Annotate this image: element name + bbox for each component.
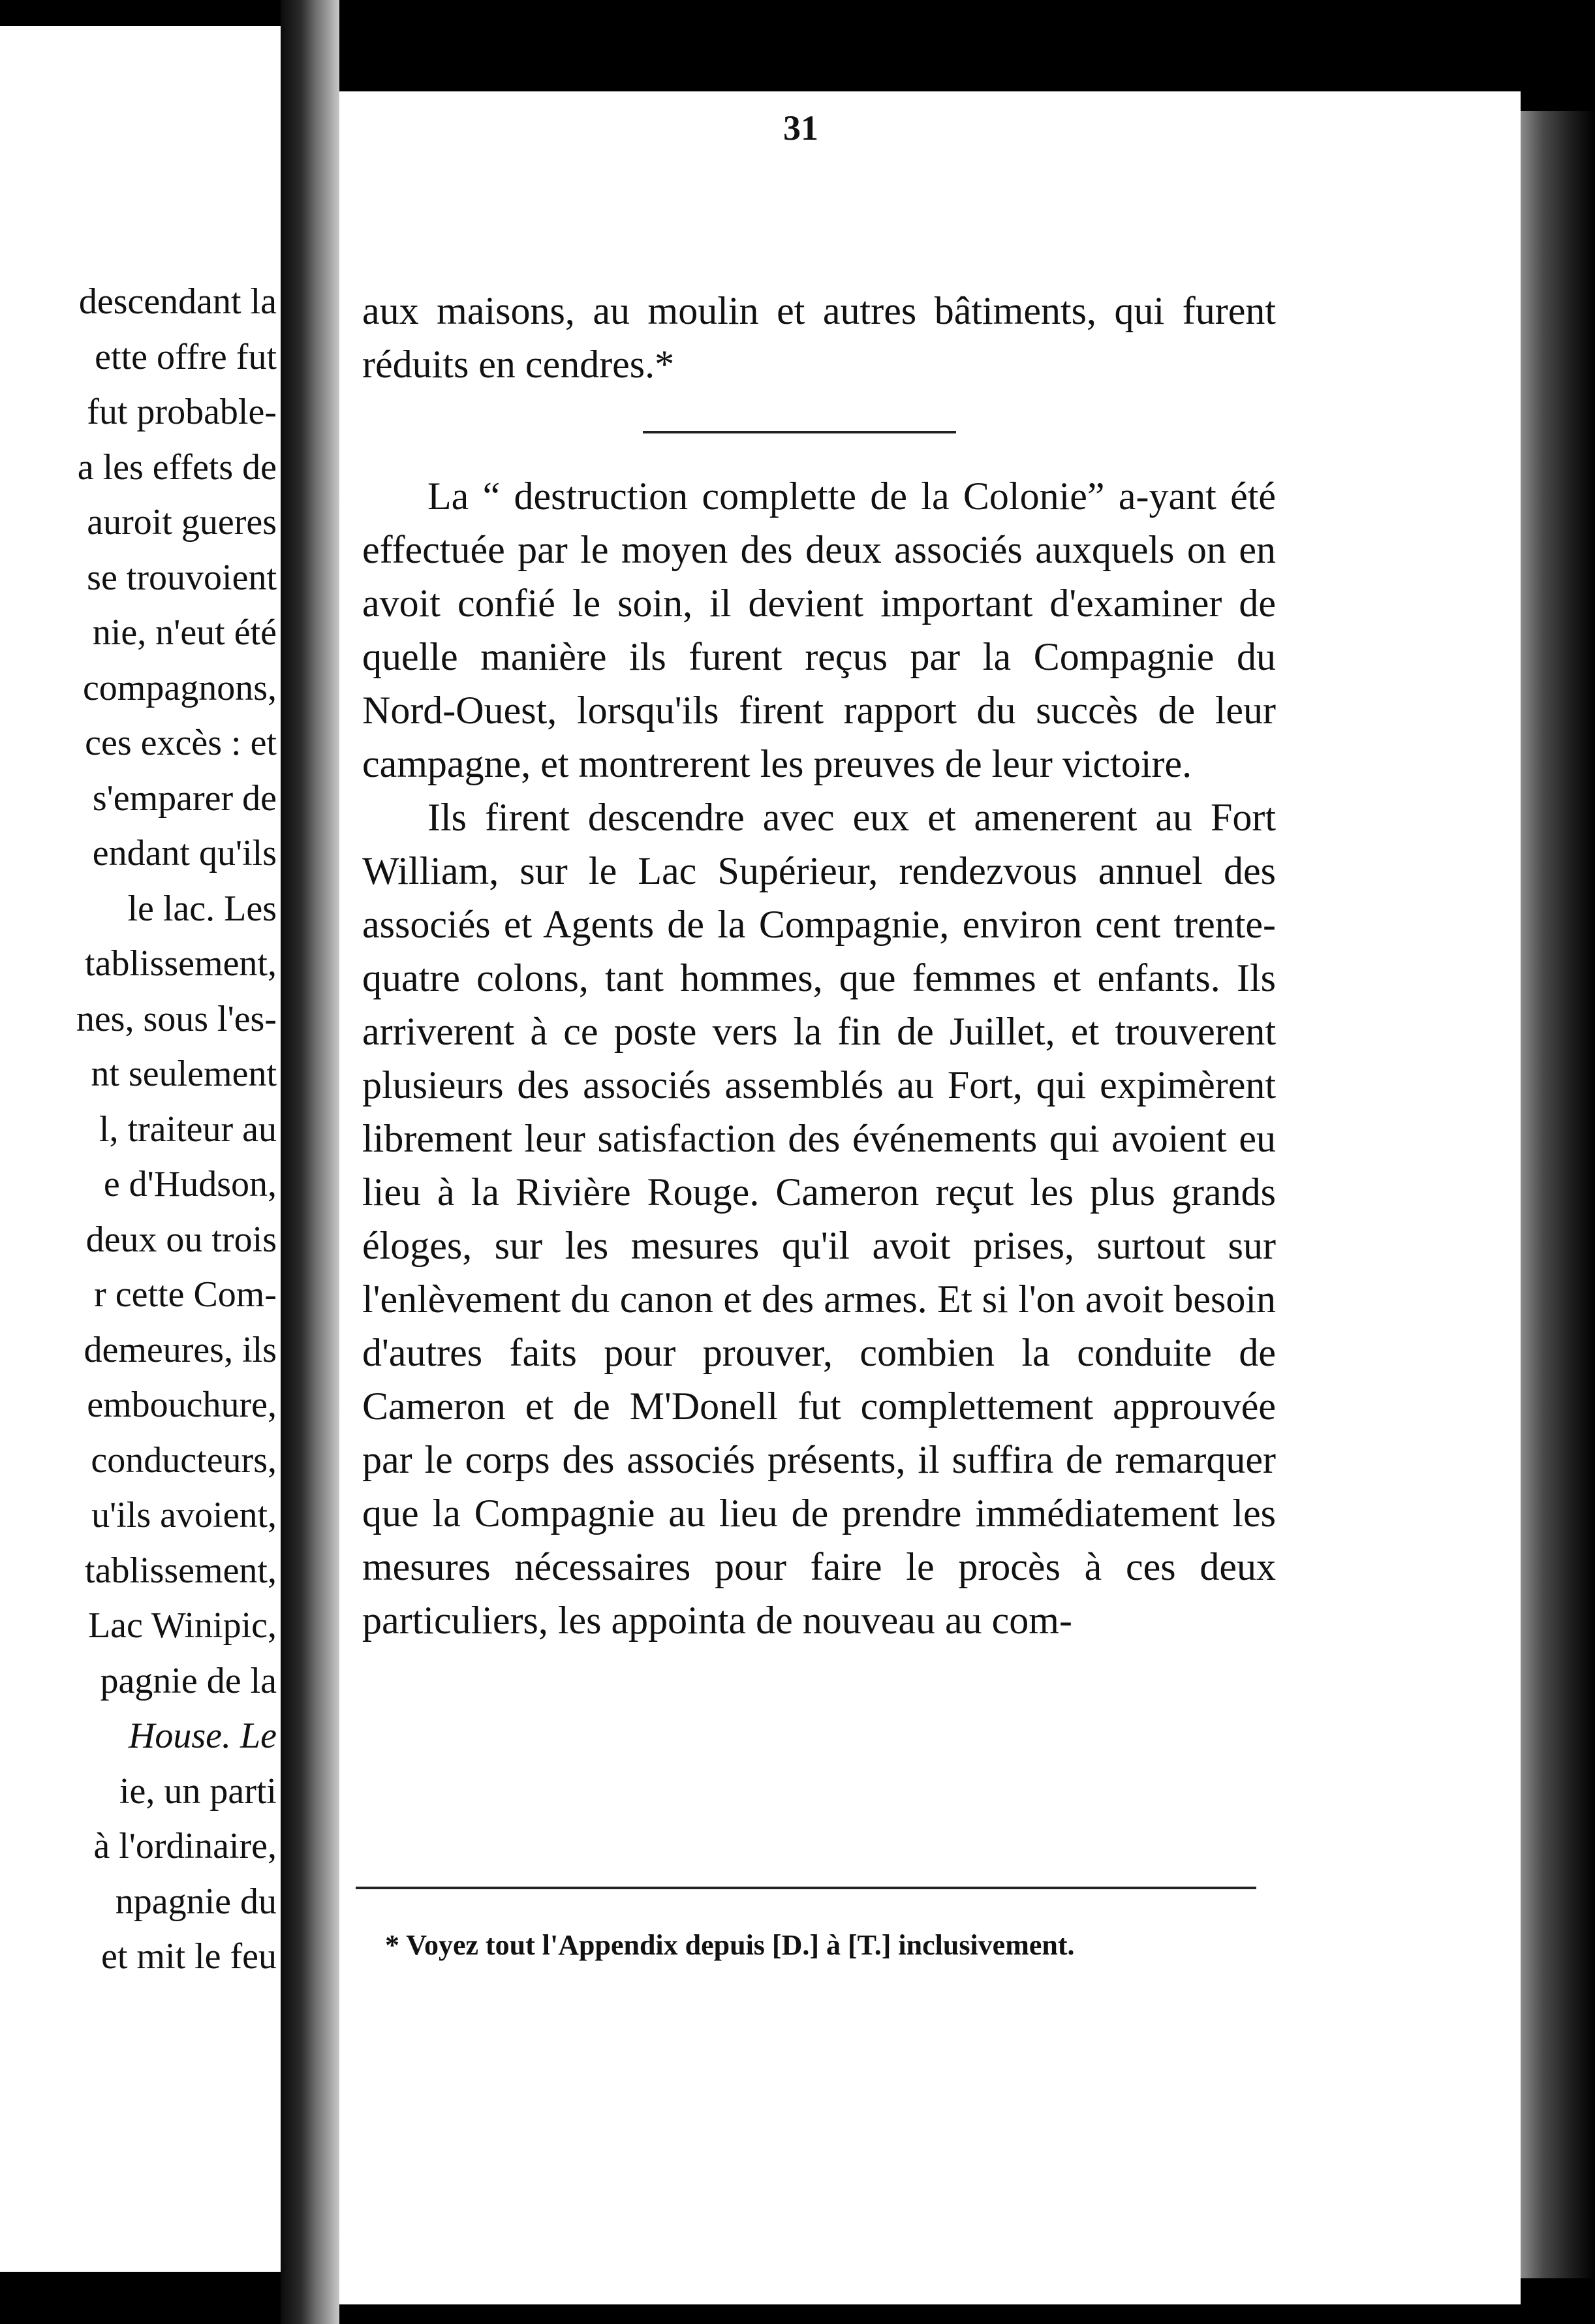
left-line: tablissement, bbox=[85, 1550, 277, 1591]
left-line: pagnie de la bbox=[100, 1660, 277, 1701]
left-page-text bbox=[76, 274, 277, 1985]
footnote-rule bbox=[356, 1887, 1256, 1889]
left-line: nt seulement bbox=[91, 1054, 277, 1094]
left-line: compagnons, bbox=[82, 667, 277, 708]
left-line: fut probable- bbox=[87, 392, 277, 432]
left-line: embouchure, bbox=[87, 1385, 277, 1425]
book-gutter bbox=[281, 0, 339, 2324]
left-line: r cette Com- bbox=[94, 1274, 277, 1315]
left-line: deux ou trois bbox=[85, 1219, 277, 1260]
paragraph-continuation: aux maisons, au moulin et autres bâtiments, qui furent réduits en cendres.* bbox=[362, 289, 1276, 386]
left-line: nes, sous l'es- bbox=[76, 998, 277, 1039]
left-line: et mit le feu bbox=[101, 1936, 277, 1977]
left-line: e d'Hudson, bbox=[103, 1164, 277, 1204]
left-line: se trouvoient bbox=[87, 557, 277, 598]
left-line: à l'ordinaire, bbox=[93, 1826, 277, 1866]
page-number: 31 bbox=[783, 108, 818, 148]
left-line: House. Le bbox=[128, 1716, 277, 1756]
body-text bbox=[362, 284, 1276, 1647]
left-line: nie, n'eut été bbox=[92, 612, 277, 653]
left-line: auroit gueres bbox=[87, 502, 277, 542]
left-line: conducteurs, bbox=[91, 1439, 277, 1481]
left-line: a les effets de bbox=[77, 447, 277, 488]
left-line: l, traiteur au bbox=[99, 1108, 277, 1150]
left-line: le lac. Les bbox=[127, 888, 277, 929]
footnote: * Voyez tout l'Appendix depuis [D.] à [T.] inclusivement. bbox=[385, 1929, 1075, 1961]
left-line: s'emparer de bbox=[92, 777, 277, 819]
left-line: u'ils avoient, bbox=[91, 1495, 277, 1535]
page-edge bbox=[1521, 111, 1595, 2278]
left-line: endant qu'ils bbox=[92, 833, 277, 873]
left-page-fragment bbox=[0, 26, 281, 2272]
left-line: npagnie du bbox=[115, 1881, 277, 1922]
left-line: ces excès : et bbox=[85, 723, 277, 763]
left-line: Lac Winipic, bbox=[87, 1605, 277, 1646]
left-line: ette offre fut bbox=[95, 336, 277, 377]
left-line: ie, un parti bbox=[119, 1770, 277, 1812]
left-line: descendant la bbox=[78, 281, 277, 322]
section-rule bbox=[643, 431, 956, 433]
paragraph: Ils firent descendre avec eux et amenerent au Fort William, sur le Lac Supérieur, rendezvous annuel des associés et Agents de la Compagnie, environ cent trente-quatre colons, tant hommes, que femmes et enfants. Ils arriverent à ce poste vers la fin de Juillet, et trouverent plusieurs des associés assemblés au Fort, qui expimèrent librement leur satisfaction des événements qui avoient eu lieu à la Rivière Rouge. Cameron reçut les plus grands éloges, sur les mesures qu'il avoit prises, surtout sur l'enlèvement du canon et des armes. Et si l'on avoit besoin d'autres faits pour prouver, combien la conduite de Cameron et de M'Donell fut complettement approuvée par le corps des associés présents, il suffira de remarquer que la Compagnie au lieu de prendre immédiatement les mesures nécessaires pour faire le procès à ces deux particuliers, les appointa de nouveau au com- bbox=[362, 796, 1276, 1642]
left-line: tablissement, bbox=[85, 943, 277, 984]
paragraph: La “ destruction complette de la Colonie” a-yant été effectuée par le moyen des deux associés auxquels on en avoit confié le soin, il devient important d'examiner de quelle manière ils furent reçus par la Compagnie du Nord-Ouest, lorsqu'ils firent rapport du succès de leur campagne, et montrerent les preuves de leur victoire. bbox=[362, 475, 1276, 785]
left-line: demeures, ils bbox=[84, 1329, 277, 1370]
